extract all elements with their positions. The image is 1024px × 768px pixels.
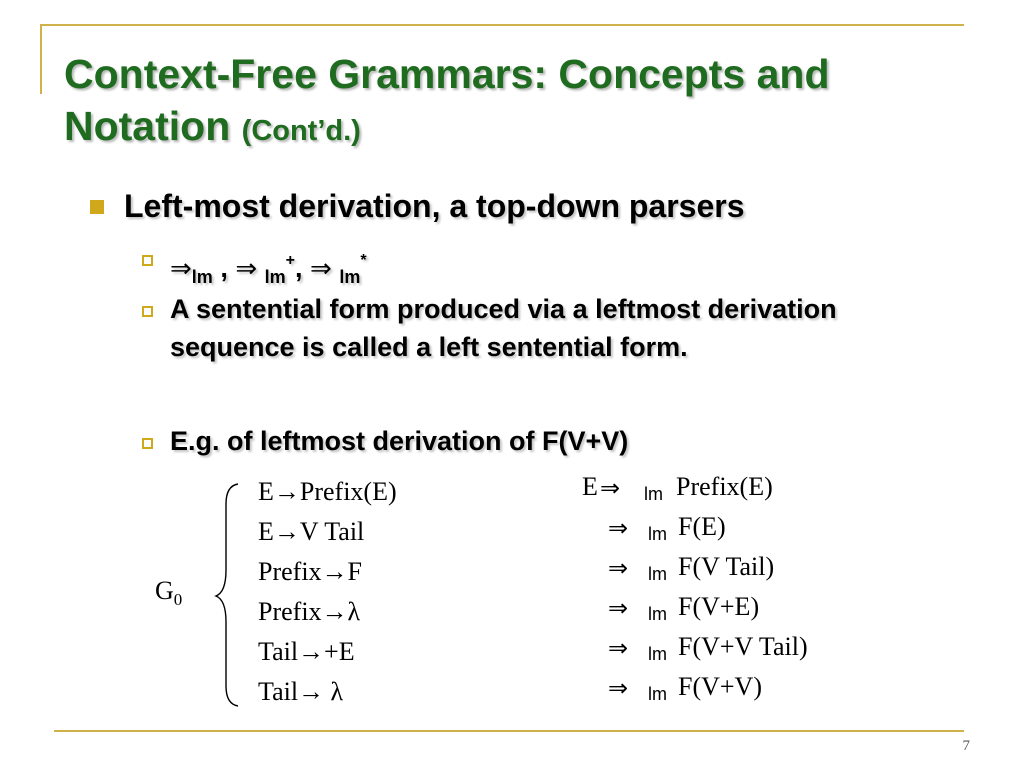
page-number: 7 [962, 738, 970, 754]
lm-subscript: lm [648, 564, 667, 584]
production: E→Prefix(E) [258, 477, 397, 506]
production: Prefix→λ [258, 597, 361, 626]
lm-subscript: lm [339, 267, 361, 287]
top-rule [40, 24, 964, 26]
grammar-subscript: 0 [173, 590, 183, 610]
production: Tail→+E [258, 637, 355, 666]
sub-bullet-sentential-form: A sentential form produced via a leftmost derivation sequence is called a left sentential form. [170, 294, 837, 362]
lm-subscript: lm [648, 604, 667, 624]
title-suffix: (Cont’d.) [241, 115, 361, 147]
derivation-step [582, 592, 942, 632]
double-arrow-icon: ⇒ [608, 634, 629, 662]
double-arrow-icon: ⇒ [608, 554, 629, 582]
double-arrow-icon: ⇒ [608, 674, 629, 702]
grammar-label [155, 576, 182, 610]
curly-brace-icon [210, 480, 250, 710]
lm-subscript: lm [648, 684, 667, 704]
double-arrow-icon: ⇒ [600, 474, 621, 502]
lm-subscript: lm [264, 267, 286, 287]
separator: , [212, 253, 236, 283]
derivation-step [582, 472, 942, 512]
sentential-form: F(V Tail) [678, 552, 775, 581]
derivation-step [582, 672, 942, 712]
hollow-square-bullet-icon [142, 255, 153, 266]
double-arrow-icon: ⇒ [608, 594, 629, 622]
bullet-leftmost-derivation: Left-most derivation, a top-down parsers [124, 188, 745, 224]
lm-subscript: lm [644, 484, 663, 504]
sub-bullet-notation [170, 242, 930, 296]
double-arrow-icon: ⇒ [235, 254, 258, 284]
sentential-form: F(V+V Tail) [678, 632, 808, 661]
derivation-step [582, 552, 942, 592]
start-symbol: E [582, 472, 598, 501]
production: Tail→ λ [258, 677, 344, 706]
separator: , [295, 253, 303, 283]
lm-subscript: lm [191, 267, 213, 287]
derivation-step [582, 512, 942, 552]
plus-superscript: + [285, 252, 295, 269]
sentential-form: F(V+E) [678, 592, 760, 621]
star-superscript: * [360, 252, 367, 269]
production: Prefix→F [258, 557, 362, 586]
sentential-form: Prefix(E) [676, 472, 773, 501]
bottom-rule [54, 730, 964, 732]
double-arrow-icon: ⇒ [170, 254, 192, 284]
sentential-form: F(E) [678, 512, 726, 541]
lm-subscript: lm [648, 644, 667, 664]
left-rule [40, 24, 42, 94]
sub-bullet-example: E.g. of leftmost derivation of F(V+V) [170, 426, 629, 456]
production: E→V Tail [258, 517, 365, 546]
hollow-square-bullet-icon [142, 438, 153, 449]
double-arrow-icon: ⇒ [310, 254, 332, 284]
title-main: Context-Free Grammars: Concepts and Notation [64, 51, 830, 149]
hollow-square-bullet-icon [142, 306, 153, 317]
square-bullet-icon [90, 200, 104, 214]
lm-subscript: lm [648, 524, 667, 544]
double-arrow-icon: ⇒ [608, 514, 629, 542]
derivation-step [582, 632, 942, 672]
grammar-letter: G [155, 576, 174, 605]
grammar-productions [258, 472, 498, 712]
sentential-form: F(V+V) [678, 672, 762, 701]
slide-title [64, 48, 964, 157]
